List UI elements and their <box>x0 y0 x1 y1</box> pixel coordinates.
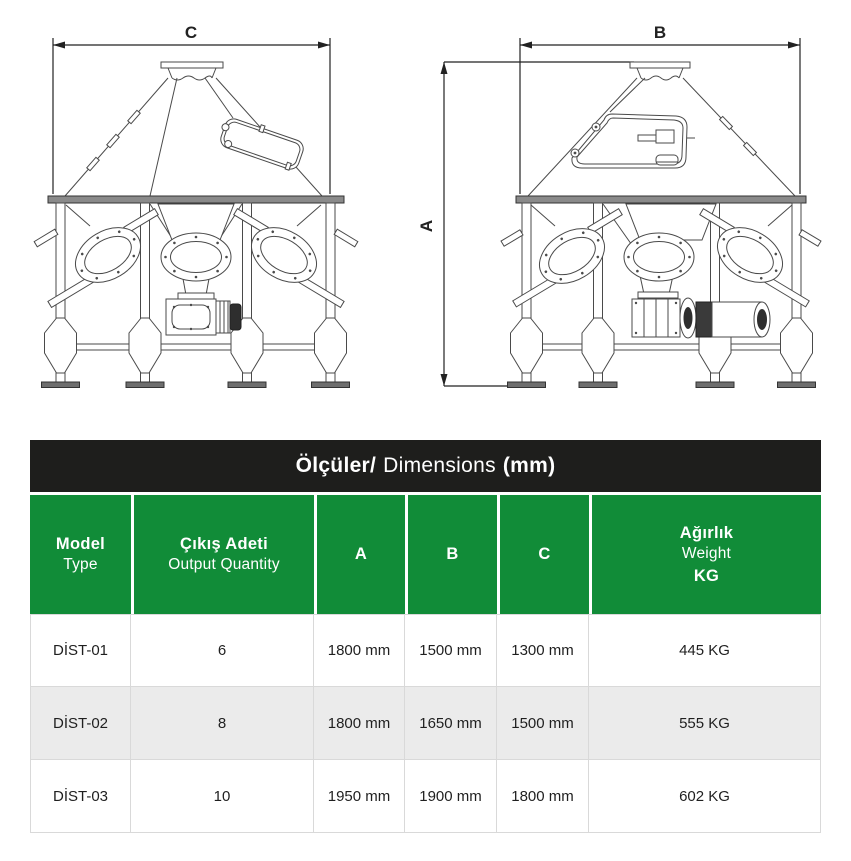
dimension-label-b: B <box>653 23 667 42</box>
cell-model: DİST-01 <box>30 614 131 687</box>
outlet-port-right <box>242 216 327 293</box>
title-unit: (mm) <box>502 454 556 477</box>
outlet-port-left <box>66 216 151 293</box>
dimension-label-a: A <box>417 219 436 233</box>
cell-b: 1500 mm <box>405 614 497 687</box>
cell-output: 10 <box>131 760 314 833</box>
cell-model: DİST-03 <box>30 760 131 833</box>
right-drawing <box>417 23 821 388</box>
cell-output: 6 <box>131 614 314 687</box>
table-row <box>30 614 821 687</box>
table-title-bar <box>30 440 821 492</box>
cell-weight: 555 KG <box>589 687 821 760</box>
cell-b: 1650 mm <box>405 687 497 760</box>
col-header-model: Model Type <box>30 495 131 614</box>
cell-c: 1800 mm <box>497 760 589 833</box>
title-turkish: Ölçüler/ <box>295 454 377 477</box>
outlet-port-middle <box>161 233 231 281</box>
cell-c: 1500 mm <box>497 687 589 760</box>
col-header-output-quantity: Çıkış Adeti Output Quantity <box>131 495 314 614</box>
dimension-label-c: C <box>184 23 198 42</box>
rim-band <box>48 196 344 203</box>
dimensions-table <box>30 495 821 833</box>
table-row <box>30 687 821 760</box>
inlet-flange <box>161 62 223 80</box>
cell-b: 1900 mm <box>405 760 497 833</box>
cell-output: 8 <box>131 687 314 760</box>
door-latch <box>656 155 678 165</box>
cell-weight: 445 KG <box>589 614 821 687</box>
cell-a: 1950 mm <box>314 760 405 833</box>
col-header-weight: Ağırlık Weight KG <box>589 495 821 614</box>
cell-a: 1800 mm <box>314 614 405 687</box>
outlet-port-middle <box>624 233 694 281</box>
outlet-port-right <box>708 216 793 293</box>
dimensions-table-block <box>30 440 821 833</box>
table-header-row <box>30 495 821 614</box>
gearbox-motor <box>166 293 241 335</box>
rim-band <box>516 196 806 203</box>
title-english: Dimensions <box>383 454 496 477</box>
col-header-c: C <box>497 495 589 614</box>
col-header-a: A <box>314 495 405 614</box>
table-row <box>30 760 821 833</box>
cell-c: 1300 mm <box>497 614 589 687</box>
access-door <box>571 114 695 168</box>
cell-a: 1800 mm <box>314 687 405 760</box>
cell-weight: 602 KG <box>589 760 821 833</box>
cell-model: DİST-02 <box>30 687 131 760</box>
left-drawing <box>34 23 358 388</box>
gearbox-motor <box>632 292 770 338</box>
inlet-flange <box>630 62 690 80</box>
col-header-b: B <box>405 495 497 614</box>
